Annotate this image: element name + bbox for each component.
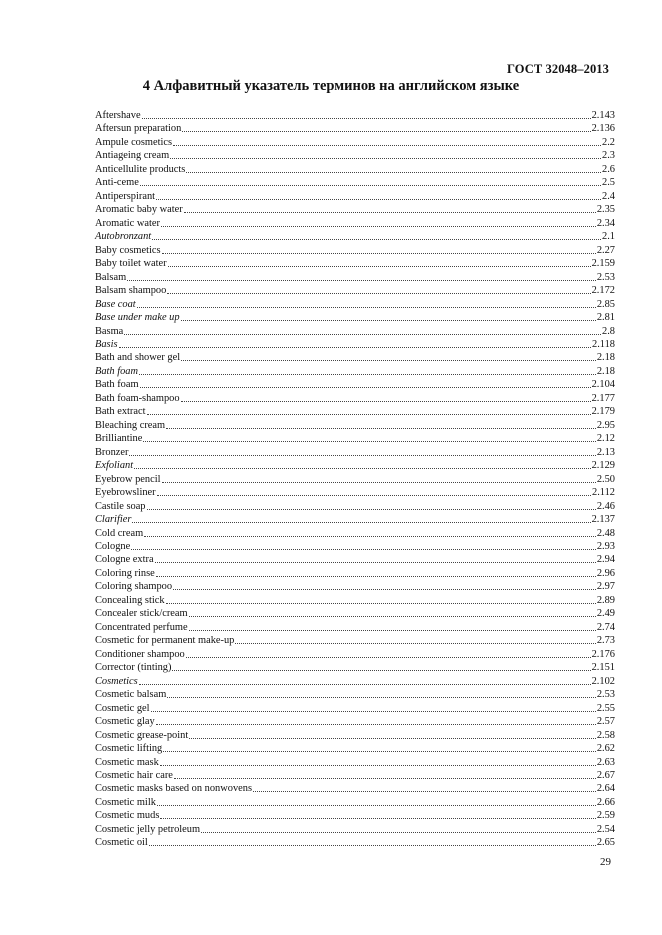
index-entry bbox=[95, 432, 615, 445]
index-term: Bronzer bbox=[95, 446, 129, 458]
index-entry bbox=[95, 621, 615, 634]
dot-leader bbox=[124, 325, 601, 335]
index-entry bbox=[95, 688, 615, 701]
dot-leader bbox=[137, 298, 596, 308]
dot-leader bbox=[168, 257, 591, 267]
dot-leader bbox=[156, 190, 601, 200]
index-term: Cosmetic lifting bbox=[95, 743, 163, 755]
index-reference-number: 2.6 bbox=[602, 163, 615, 175]
index-term: Cosmetics bbox=[95, 675, 138, 687]
index-reference-number: 2.3 bbox=[602, 150, 615, 162]
index-term: Castile soap bbox=[95, 500, 146, 512]
index-term: Exfoliant bbox=[95, 460, 134, 472]
index-entry bbox=[95, 836, 615, 849]
dot-leader bbox=[156, 715, 596, 725]
index-reference-number: 2.102 bbox=[591, 675, 615, 687]
index-reference-number: 2.18 bbox=[596, 365, 615, 377]
index-reference-number: 2.112 bbox=[592, 487, 615, 499]
index-term: Concealing stick bbox=[95, 594, 165, 606]
index-reference-number: 2.95 bbox=[596, 419, 615, 431]
index-entry bbox=[95, 500, 615, 513]
dot-leader bbox=[156, 567, 596, 577]
index-entry bbox=[95, 351, 615, 364]
index-entry bbox=[95, 742, 615, 755]
index-term: Cosmetic mask bbox=[95, 756, 159, 768]
index-term: Cold cream bbox=[95, 527, 144, 539]
dot-leader bbox=[140, 176, 601, 186]
dot-leader bbox=[182, 122, 590, 132]
index-entry bbox=[95, 217, 615, 230]
index-reference-number: 2.58 bbox=[596, 729, 615, 741]
index-entry bbox=[95, 419, 615, 432]
index-term: Concealer stick/cream bbox=[95, 608, 188, 620]
index-term: Cosmetic gel bbox=[95, 702, 150, 714]
dot-leader bbox=[181, 311, 596, 321]
dot-leader bbox=[147, 500, 596, 510]
index-entry bbox=[95, 675, 615, 688]
index-reference-number: 2.4 bbox=[602, 190, 615, 202]
index-entry bbox=[95, 325, 615, 338]
index-entry bbox=[95, 136, 615, 149]
index-term: Aromatic water bbox=[95, 217, 160, 229]
index-term: Coloring rinse bbox=[95, 567, 155, 579]
index-entry bbox=[95, 540, 615, 553]
index-term: Bath and shower gel bbox=[95, 352, 181, 364]
dot-leader bbox=[181, 392, 591, 402]
dot-leader bbox=[157, 486, 591, 496]
index-reference-number: 2.104 bbox=[591, 379, 615, 391]
dot-leader bbox=[166, 419, 596, 429]
dot-leader bbox=[127, 271, 596, 281]
page-title: 4 Алфавитный указатель терминов на английском языке bbox=[142, 78, 520, 94]
index-entry bbox=[95, 311, 615, 324]
index-reference-number: 2.35 bbox=[596, 204, 615, 216]
dot-leader bbox=[161, 217, 596, 227]
index-entry bbox=[95, 782, 615, 795]
dot-leader bbox=[201, 823, 596, 833]
index-term: Cosmetic jelly petroleum bbox=[95, 823, 201, 835]
index-term: Autobronzant bbox=[95, 231, 152, 243]
index-term: Aromatic baby water bbox=[95, 204, 183, 216]
dot-leader bbox=[147, 405, 591, 415]
index-entry bbox=[95, 580, 615, 593]
index-reference-number: 2.18 bbox=[596, 352, 615, 364]
index-term: Cologne bbox=[95, 541, 131, 552]
index-term: Base coat bbox=[95, 298, 136, 310]
index-reference-number: 2.63 bbox=[596, 756, 615, 768]
index-reference-number: 2.89 bbox=[596, 594, 615, 606]
index-entry bbox=[95, 176, 615, 189]
index-reference-number: 2.46 bbox=[596, 500, 615, 512]
dot-leader bbox=[139, 675, 591, 685]
dot-leader bbox=[166, 594, 596, 604]
index-reference-number: 2.177 bbox=[591, 392, 615, 404]
dot-leader bbox=[157, 796, 596, 806]
dot-leader bbox=[162, 473, 596, 483]
index-reference-number: 2.96 bbox=[596, 567, 615, 579]
index-reference-number: 2.137 bbox=[591, 514, 615, 526]
index-term: Bath extract bbox=[95, 406, 146, 418]
index-entry bbox=[95, 729, 615, 742]
index-entry bbox=[95, 567, 615, 580]
index-reference-number: 2.67 bbox=[596, 769, 615, 781]
index-term: Balsam shampoo bbox=[95, 285, 167, 297]
index-entry bbox=[95, 405, 615, 418]
dot-leader bbox=[174, 769, 596, 779]
dot-leader bbox=[132, 513, 590, 523]
dot-leader bbox=[235, 634, 595, 644]
index-entry bbox=[95, 284, 615, 297]
index-entry bbox=[95, 486, 615, 499]
index-reference-number: 2.8 bbox=[602, 325, 615, 337]
dot-leader bbox=[134, 459, 591, 469]
dot-leader bbox=[181, 351, 596, 361]
index-term: Antiperspirant bbox=[95, 190, 156, 202]
index-reference-number: 2.81 bbox=[596, 312, 615, 324]
index-entry bbox=[95, 594, 615, 607]
index-entry bbox=[95, 756, 615, 769]
dot-leader bbox=[143, 432, 595, 442]
index-entry bbox=[95, 257, 615, 270]
index-entry bbox=[95, 715, 615, 728]
dot-leader bbox=[163, 742, 596, 752]
dot-leader bbox=[253, 782, 596, 792]
index-entry bbox=[95, 392, 615, 405]
index-term: Eyebrowsliner bbox=[95, 487, 156, 499]
dot-leader bbox=[139, 365, 596, 375]
index-entry bbox=[95, 527, 615, 540]
dot-leader bbox=[162, 244, 596, 254]
index-term: Ampule cosmetics bbox=[95, 136, 173, 148]
index-entry bbox=[95, 190, 615, 203]
index-term: Cosmetic hair care bbox=[95, 769, 173, 781]
index-entry bbox=[95, 553, 615, 566]
index-reference-number: 2.1 bbox=[602, 231, 615, 243]
dot-leader bbox=[140, 378, 591, 388]
index-reference-number: 2.179 bbox=[591, 406, 615, 418]
dot-leader bbox=[142, 109, 591, 119]
index-term: Aftersun preparation bbox=[95, 123, 182, 135]
index-term: Aftershave bbox=[95, 110, 141, 121]
index-term: Bleaching cream bbox=[95, 419, 166, 431]
index-reference-number: 2.59 bbox=[596, 810, 615, 822]
index-term: Coloring shampoo bbox=[95, 581, 173, 593]
index-reference-number: 2.2 bbox=[602, 136, 615, 148]
index-reference-number: 2.12 bbox=[596, 433, 615, 445]
index-reference-number: 2.27 bbox=[596, 244, 615, 256]
index-entry bbox=[95, 702, 615, 715]
dot-leader bbox=[189, 607, 596, 617]
index-reference-number: 2.57 bbox=[596, 716, 615, 728]
index-reference-number: 2.85 bbox=[596, 298, 615, 310]
index-reference-number: 2.143 bbox=[591, 110, 615, 121]
index-reference-number: 2.54 bbox=[596, 823, 615, 835]
dot-leader bbox=[119, 338, 591, 348]
index-reference-number: 2.136 bbox=[591, 123, 615, 135]
index-reference-number: 2.97 bbox=[596, 581, 615, 593]
index-entry bbox=[95, 634, 615, 647]
index-reference-number: 2.94 bbox=[596, 554, 615, 566]
index-entry bbox=[95, 298, 615, 311]
index-term: Cosmetic milk bbox=[95, 796, 156, 808]
index-entry bbox=[95, 149, 615, 162]
dot-leader bbox=[189, 621, 596, 631]
index-entry bbox=[95, 378, 615, 391]
index-entry bbox=[95, 661, 615, 674]
index-reference-number: 2.5 bbox=[602, 177, 615, 189]
index-reference-number: 2.53 bbox=[596, 271, 615, 283]
index-reference-number: 2.172 bbox=[591, 285, 615, 297]
index-term: Cosmetic grease-point bbox=[95, 729, 189, 741]
index-reference-number: 2.55 bbox=[596, 702, 615, 714]
index-term: Baby cosmetics bbox=[95, 244, 161, 256]
index-reference-number: 2.62 bbox=[596, 743, 615, 755]
index-entry bbox=[95, 513, 615, 526]
index-entry bbox=[95, 796, 615, 809]
index-term: Antiageing cream bbox=[95, 150, 170, 162]
index-entry bbox=[95, 459, 615, 472]
index-reference-number: 2.13 bbox=[596, 446, 615, 458]
index-reference-number: 2.65 bbox=[596, 837, 615, 849]
index-term: Bath foam bbox=[95, 379, 139, 391]
index-reference-number: 2.48 bbox=[596, 527, 615, 539]
index-term: Basma bbox=[95, 325, 124, 337]
index-term: Cosmetic for permanent make-up bbox=[95, 635, 235, 647]
dot-leader bbox=[167, 688, 596, 698]
index-term: Anti-ceme bbox=[95, 177, 139, 189]
index-entry bbox=[95, 271, 615, 284]
index-reference-number: 2.66 bbox=[596, 796, 615, 808]
index-reference-number: 2.34 bbox=[596, 217, 615, 229]
index-term: Corrector (tinting) bbox=[95, 662, 172, 674]
dot-leader bbox=[144, 527, 596, 537]
index-term: Cosmetic glay bbox=[95, 716, 155, 728]
index-reference-number: 2.73 bbox=[596, 635, 615, 647]
index-reference-number: 2.118 bbox=[592, 338, 615, 350]
index-reference-number: 2.53 bbox=[596, 689, 615, 701]
page-number: 29 bbox=[600, 856, 611, 868]
index-term: Bath foam bbox=[95, 365, 139, 377]
index-entry bbox=[95, 446, 615, 459]
index-term: Anticellulite products bbox=[95, 163, 186, 175]
dot-leader bbox=[189, 729, 596, 739]
index-reference-number: 2.176 bbox=[591, 648, 615, 660]
dot-leader bbox=[173, 580, 596, 590]
index-term: Base under make up bbox=[95, 312, 180, 324]
index-term: Cosmetic oil bbox=[95, 837, 148, 849]
index-term: Balsam bbox=[95, 271, 127, 283]
index-entry bbox=[95, 338, 615, 351]
index-term: Clarifier bbox=[95, 514, 132, 526]
index-entry bbox=[95, 203, 615, 216]
index-term: Cosmetic muds bbox=[95, 810, 160, 822]
dot-leader bbox=[155, 553, 596, 563]
index-reference-number: 2.64 bbox=[596, 783, 615, 795]
dot-leader bbox=[129, 446, 595, 456]
dot-leader bbox=[160, 756, 596, 766]
index-term: Bath foam-shampoo bbox=[95, 392, 180, 404]
index-entry bbox=[95, 365, 615, 378]
index-entry bbox=[95, 230, 615, 243]
index-entry bbox=[95, 809, 615, 822]
index-entry bbox=[95, 648, 615, 661]
index-reference-number: 2.93 bbox=[596, 541, 615, 552]
index-term: Concentrated perfume bbox=[95, 621, 188, 633]
dot-leader bbox=[186, 163, 601, 173]
dot-leader bbox=[151, 702, 596, 712]
index-entry bbox=[95, 823, 615, 836]
index-term: Conditioner shampoo bbox=[95, 648, 185, 660]
index-term: Basis bbox=[95, 338, 118, 350]
dot-leader bbox=[131, 540, 596, 550]
index-term: Eyebrow pencil bbox=[95, 473, 161, 485]
dot-leader bbox=[186, 648, 591, 658]
dot-leader bbox=[170, 149, 601, 159]
dot-leader bbox=[160, 809, 595, 819]
term-index-list bbox=[95, 109, 615, 850]
document-code: ГОСТ 32048–2013 bbox=[506, 62, 609, 76]
index-term: Cologne extra bbox=[95, 554, 154, 566]
dot-leader bbox=[172, 661, 590, 671]
index-reference-number: 2.74 bbox=[596, 621, 615, 633]
dot-leader bbox=[167, 284, 590, 294]
index-reference-number: 2.49 bbox=[596, 608, 615, 620]
index-reference-number: 2.129 bbox=[591, 460, 615, 472]
index-entry bbox=[95, 473, 615, 486]
index-reference-number: 2.50 bbox=[596, 473, 615, 485]
dot-leader bbox=[152, 230, 601, 240]
index-entry bbox=[95, 607, 615, 620]
index-reference-number: 2.151 bbox=[591, 662, 615, 674]
index-entry bbox=[95, 769, 615, 782]
dot-leader bbox=[173, 136, 601, 146]
index-term: Cosmetic balsam bbox=[95, 689, 167, 701]
index-entry bbox=[95, 109, 615, 122]
index-term: Baby toilet water bbox=[95, 258, 167, 270]
index-entry bbox=[95, 244, 615, 257]
index-entry bbox=[95, 163, 615, 176]
dot-leader bbox=[149, 836, 596, 846]
index-entry bbox=[95, 122, 615, 135]
index-reference-number: 2.159 bbox=[591, 258, 615, 270]
index-term: Cosmetic masks based on nonwovens bbox=[95, 783, 252, 795]
index-term: Brilliantine bbox=[95, 433, 143, 445]
dot-leader bbox=[184, 203, 596, 213]
